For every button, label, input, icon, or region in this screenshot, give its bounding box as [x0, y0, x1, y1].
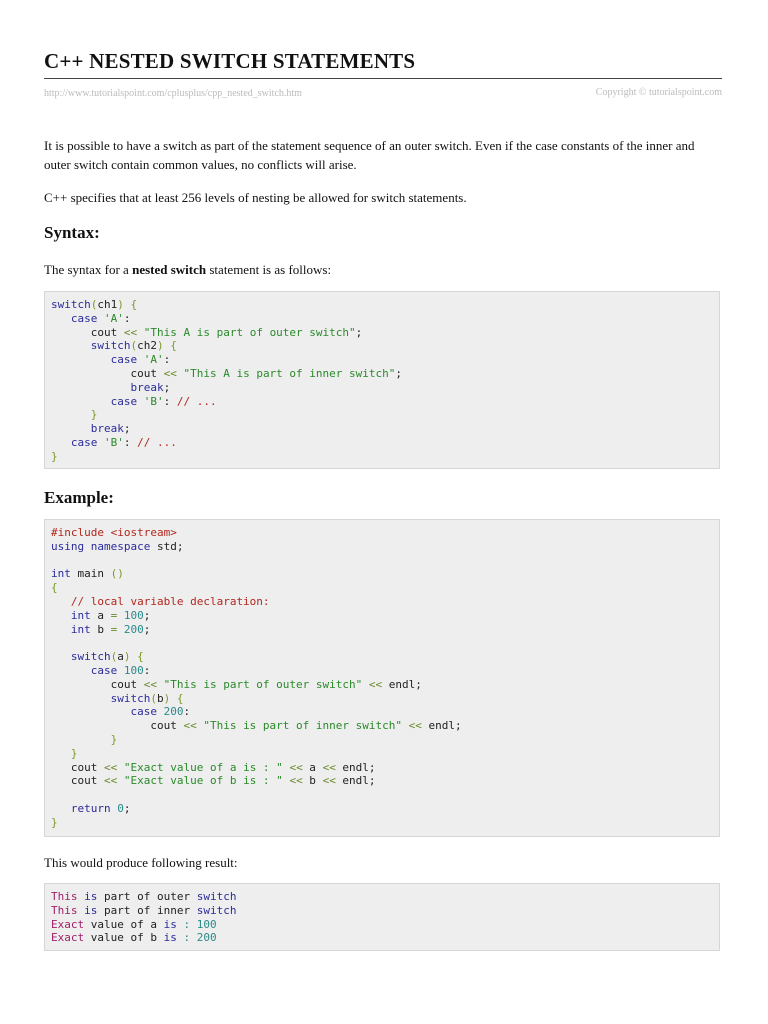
code-line: #include <iostream>	[51, 526, 177, 539]
syntax-lead-before: The syntax for a	[44, 262, 133, 277]
code-line: switch(b) {	[110, 691, 184, 705]
code-line: break;	[90, 422, 131, 436]
example-heading: Example:	[44, 488, 114, 507]
code-line: cout << "This A is part of inner switch";	[51, 366, 403, 380]
code-line: return 0;	[70, 801, 131, 815]
syntax-lead	[44, 260, 714, 279]
code-line: break;	[130, 380, 171, 394]
code-line: case 'A':	[110, 353, 171, 367]
code-line	[51, 788, 713, 802]
code-line: cout << "Exact value of b is : " << b << endl;	[51, 774, 376, 788]
syntax-code-block	[44, 291, 720, 469]
intro-paragraph-1: It is possible to have a switch as part of the statement sequence of an outer switch. Even if the case constants of the inner and outer switch contain common values, no conflicts will arise.	[44, 138, 695, 172]
output-line: Exact value of a is : 100	[51, 917, 217, 931]
code-line: }	[110, 732, 118, 746]
page-title: C++ NESTED SWITCH STATEMENTS	[44, 49, 416, 73]
code-line: }	[51, 815, 58, 829]
code-line: {	[51, 581, 58, 595]
result-lead: This would produce following result:	[44, 855, 238, 870]
output-line: Exact value of b is : 200	[51, 931, 217, 945]
intro-paragraph-2: C++ specifies that at least 256 levels of nesting be allowed for switch statements.	[44, 190, 467, 205]
result-output-block	[44, 883, 720, 951]
code-line: cout << "This A is part of outer switch";	[51, 325, 363, 339]
output-line: This is part of outer switch	[51, 890, 237, 903]
code-line: int main ()	[51, 567, 124, 581]
code-line: int a = 100;	[70, 608, 151, 622]
syntax-lead-bold: nested switch	[132, 262, 207, 277]
code-line: case 200:	[130, 705, 191, 719]
code-line: switch(ch1) {	[51, 298, 138, 311]
example-code-block	[44, 519, 720, 837]
code-line: }	[51, 449, 58, 463]
code-line: case 'A':	[70, 311, 131, 325]
code-line: cout << "This is part of outer switch" << endl;	[51, 677, 422, 691]
code-line: switch(ch2) {	[90, 339, 177, 353]
code-line: }	[90, 408, 98, 422]
code-line: cout << "This is part of inner switch" << endl;	[51, 719, 462, 733]
code-line: }	[70, 746, 78, 760]
code-line: // local variable declaration:	[70, 594, 270, 608]
code-line: int b = 200;	[70, 622, 151, 636]
code-line: case 'B': // ...	[110, 394, 217, 408]
code-line: using namespace std;	[51, 539, 184, 553]
syntax-lead-after: statement is as follows:	[206, 262, 332, 277]
copyright-notice: Copyright © tutorialspoint.com	[595, 87, 722, 98]
code-line: case 100:	[90, 663, 151, 677]
syntax-heading: Syntax:	[44, 223, 100, 242]
code-line: case 'B': // ...	[70, 435, 177, 449]
output-line: This is part of inner switch	[51, 903, 237, 917]
title-divider	[44, 78, 722, 79]
source-url: http://www.tutorialspoint.com/cplusplus/cpp_nested_switch.htm	[44, 88, 302, 99]
code-line	[51, 554, 713, 568]
code-line: switch(a) {	[70, 650, 144, 664]
code-line: cout << "Exact value of a is : " << a << endl;	[51, 760, 376, 774]
code-line	[51, 636, 713, 650]
